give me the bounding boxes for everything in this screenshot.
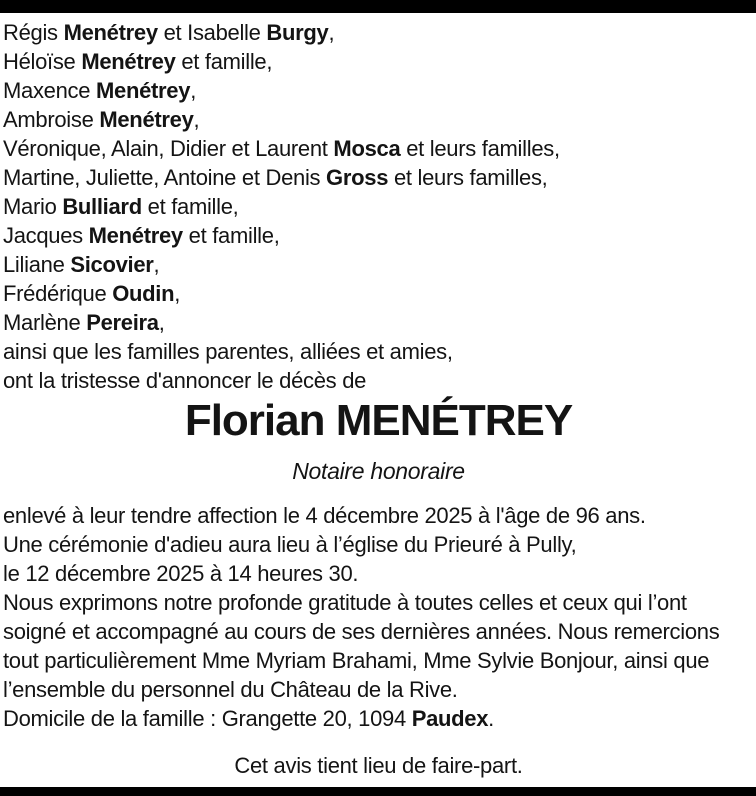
bottom-border-bar [0, 787, 756, 796]
body-lines [3, 501, 754, 733]
family-line: Ambroise Menétrey, [3, 107, 200, 132]
family-line: Maxence Menétrey, [3, 78, 196, 103]
family-line: Héloïse Menétrey et famille, [3, 49, 273, 74]
family-line: Martine, Juliette, Antoine et Denis Gross et leurs familles, [3, 165, 548, 190]
body-line: tout particulièrement Mme Myriam Brahami, Mme Sylvie Bonjour, ainsi que [3, 648, 710, 673]
family-line: Frédérique Oudin, [3, 281, 181, 306]
closing-line: Cet avis tient lieu de faire-part. [234, 753, 523, 778]
family-line: Marlène Pereira, [3, 310, 165, 335]
family-line: Régis Menétrey et Isabelle Burgy, [3, 20, 335, 45]
family-line: Jacques Menétrey et famille, [3, 223, 280, 248]
family-line: Mario Bulliard et famille, [3, 194, 239, 219]
body-line: le 12 décembre 2025 à 14 heures 30. [3, 561, 359, 586]
deceased-name: Florian MENÉTREY [184, 396, 573, 445]
body-line: Domicile de la famille : Grangette 20, 1094 Paudex. [3, 706, 494, 731]
body-line: soigné et accompagné au cours de ses dernières années. Nous remercions [3, 619, 720, 644]
family-line: Liliane Sicovier, [3, 252, 160, 277]
body-line: enlevé à leur tendre affection le 4 décembre 2025 à l'âge de 96 ans. [3, 503, 646, 528]
family-line: ainsi que les familles parentes, alliées et amies, [3, 339, 453, 364]
body-line: Nous exprimons notre profonde gratitude à toutes celles et ceux qui l’ont [3, 590, 687, 615]
body-line: Une cérémonie d'adieu aura lieu à l’église du Prieuré à Pully, [3, 532, 577, 557]
family-line: Véronique, Alain, Didier et Laurent Mosca et leurs familles, [3, 136, 560, 161]
top-border-bar [0, 0, 756, 13]
obituary-notice [0, 13, 756, 780]
deceased-profession: Notaire honoraire [292, 458, 465, 484]
family-line: ont la tristesse d'annoncer le décès de [3, 368, 367, 393]
family-lines [3, 18, 754, 395]
body-line: l’ensemble du personnel du Château de la Rive. [3, 677, 458, 702]
